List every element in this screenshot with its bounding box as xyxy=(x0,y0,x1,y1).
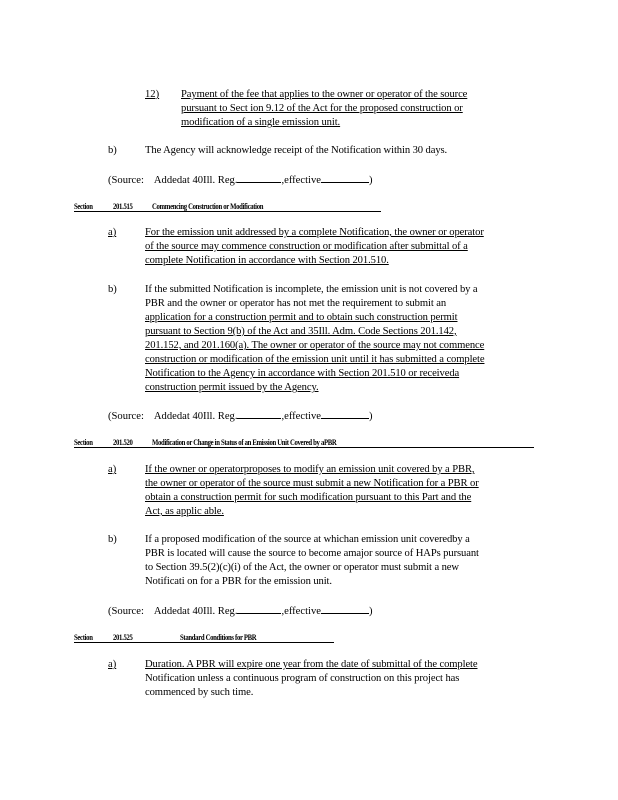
list-marker: b) xyxy=(108,145,117,156)
source-close: ) xyxy=(368,411,373,422)
text-line: For the emission unit addressed by a complete Notification, the owner or operator xyxy=(145,227,484,238)
heading-rule xyxy=(74,642,334,643)
text-line: Notification unless a continuous program of construction on this project has xyxy=(145,673,460,684)
source-close: ) xyxy=(368,606,373,617)
text-line: construction or modification of the emission unit until it has submitted a complete xyxy=(145,354,485,365)
text-line: Notificati on for a PBR for the emission unit. xyxy=(145,576,332,587)
section-number: 201.525 xyxy=(113,633,133,642)
source-note xyxy=(108,603,373,618)
text-line: pursuant to Section 9(b) of the Act and 35Ill. Adm. Code Sections 201.142, xyxy=(145,326,457,337)
source-note xyxy=(108,408,373,423)
list-marker: a) xyxy=(108,659,117,670)
text-line: Payment of the fee that applies to the owner or operator of the source xyxy=(181,89,468,100)
section-word: Section xyxy=(74,202,93,211)
source-note xyxy=(108,172,373,187)
text-line: Notification to the Agency in accordance with Section 201.510 or receiveda xyxy=(145,368,460,379)
text-line: The Agency will acknowledge receipt of the Notification within 30 days. xyxy=(145,145,448,156)
source-effective: ,effective xyxy=(281,411,321,422)
list-marker: a) xyxy=(108,464,117,475)
blank-field xyxy=(237,408,281,419)
list-marker: 12) xyxy=(145,89,160,100)
text-line: application for a construction permit and to obtain such construction permit xyxy=(145,312,458,323)
blank-field xyxy=(321,603,369,614)
text-line: obtain a construction permit for such modification pursuant to this Part and the xyxy=(145,492,472,503)
source-prefix: (Source: xyxy=(108,175,144,186)
text-line: Duration. A PBR will expire one year from the date of submittal of the complete xyxy=(145,659,478,670)
text-line: If a proposed modification of the source at whichan emission unit coveredby a xyxy=(145,534,470,545)
text-line: construction permit issued by the Agency. xyxy=(145,382,319,393)
source-prefix: (Source: xyxy=(108,606,144,617)
list-marker: a) xyxy=(108,227,117,238)
source-close: ) xyxy=(368,175,373,186)
list-marker: b) xyxy=(108,284,117,295)
section-title: Modification or Change in Status of an Emission Unit Covered by aPBR xyxy=(152,438,337,447)
source-effective: ,effective xyxy=(281,175,321,186)
text-line: Act, as applic able. xyxy=(145,506,224,517)
source-added: Addedat 40Ill. Reg. xyxy=(153,411,238,422)
text-line: complete Notification in accordance with Section 201.510. xyxy=(145,255,389,266)
heading-rule xyxy=(74,211,381,212)
text-line: If the owner or operatorproposes to modify an emission unit covered by a PBR, xyxy=(145,464,475,475)
section-word: Section xyxy=(74,438,93,447)
text-line: modification of a single emission unit. xyxy=(181,117,341,128)
text-line: commenced by such time. xyxy=(145,687,254,698)
source-added: Addedat 40Ill. Reg. xyxy=(153,175,238,186)
source-prefix: (Source: xyxy=(108,411,144,422)
blank-field xyxy=(321,408,369,419)
section-title: Standard Conditions for PBR xyxy=(180,633,257,642)
text-line: If the submitted Notification is incomplete, the emission unit is not covered by a xyxy=(145,284,478,295)
text-line: to Section 39.5(2)(c)(i) of the Act, the owner or operator must submit a new xyxy=(145,562,459,573)
section-word: Section xyxy=(74,633,93,642)
section-number: 201.515 xyxy=(113,202,133,211)
section-number: 201.520 xyxy=(113,438,133,447)
list-marker: b) xyxy=(108,534,117,545)
text-line: of the source may commence construction or modification after submittal of a xyxy=(145,241,468,252)
source-effective: ,effective xyxy=(281,606,321,617)
source-added: Addedat 40Ill. Reg. xyxy=(153,606,238,617)
text-line: PBR is located will cause the source to become amajor source of HAPs pursuant xyxy=(145,548,479,559)
text-line: the owner or operator of the source must submit a new Notification for a PBR or xyxy=(145,478,479,489)
text-line: PBR and the owner or operator has not met the requirement to submit an xyxy=(145,298,447,309)
blank-field xyxy=(321,172,369,183)
text-line: pursuant to Sect ion 9.12 of the Act for the proposed construction or xyxy=(181,103,463,114)
section-title: Commencing Construction or Modification xyxy=(152,202,264,211)
blank-field xyxy=(237,172,281,183)
blank-field xyxy=(237,603,281,614)
heading-rule xyxy=(74,447,534,448)
text-line: 201.152, and 201.160(a). The owner or operator of the source may not commence xyxy=(145,340,485,351)
